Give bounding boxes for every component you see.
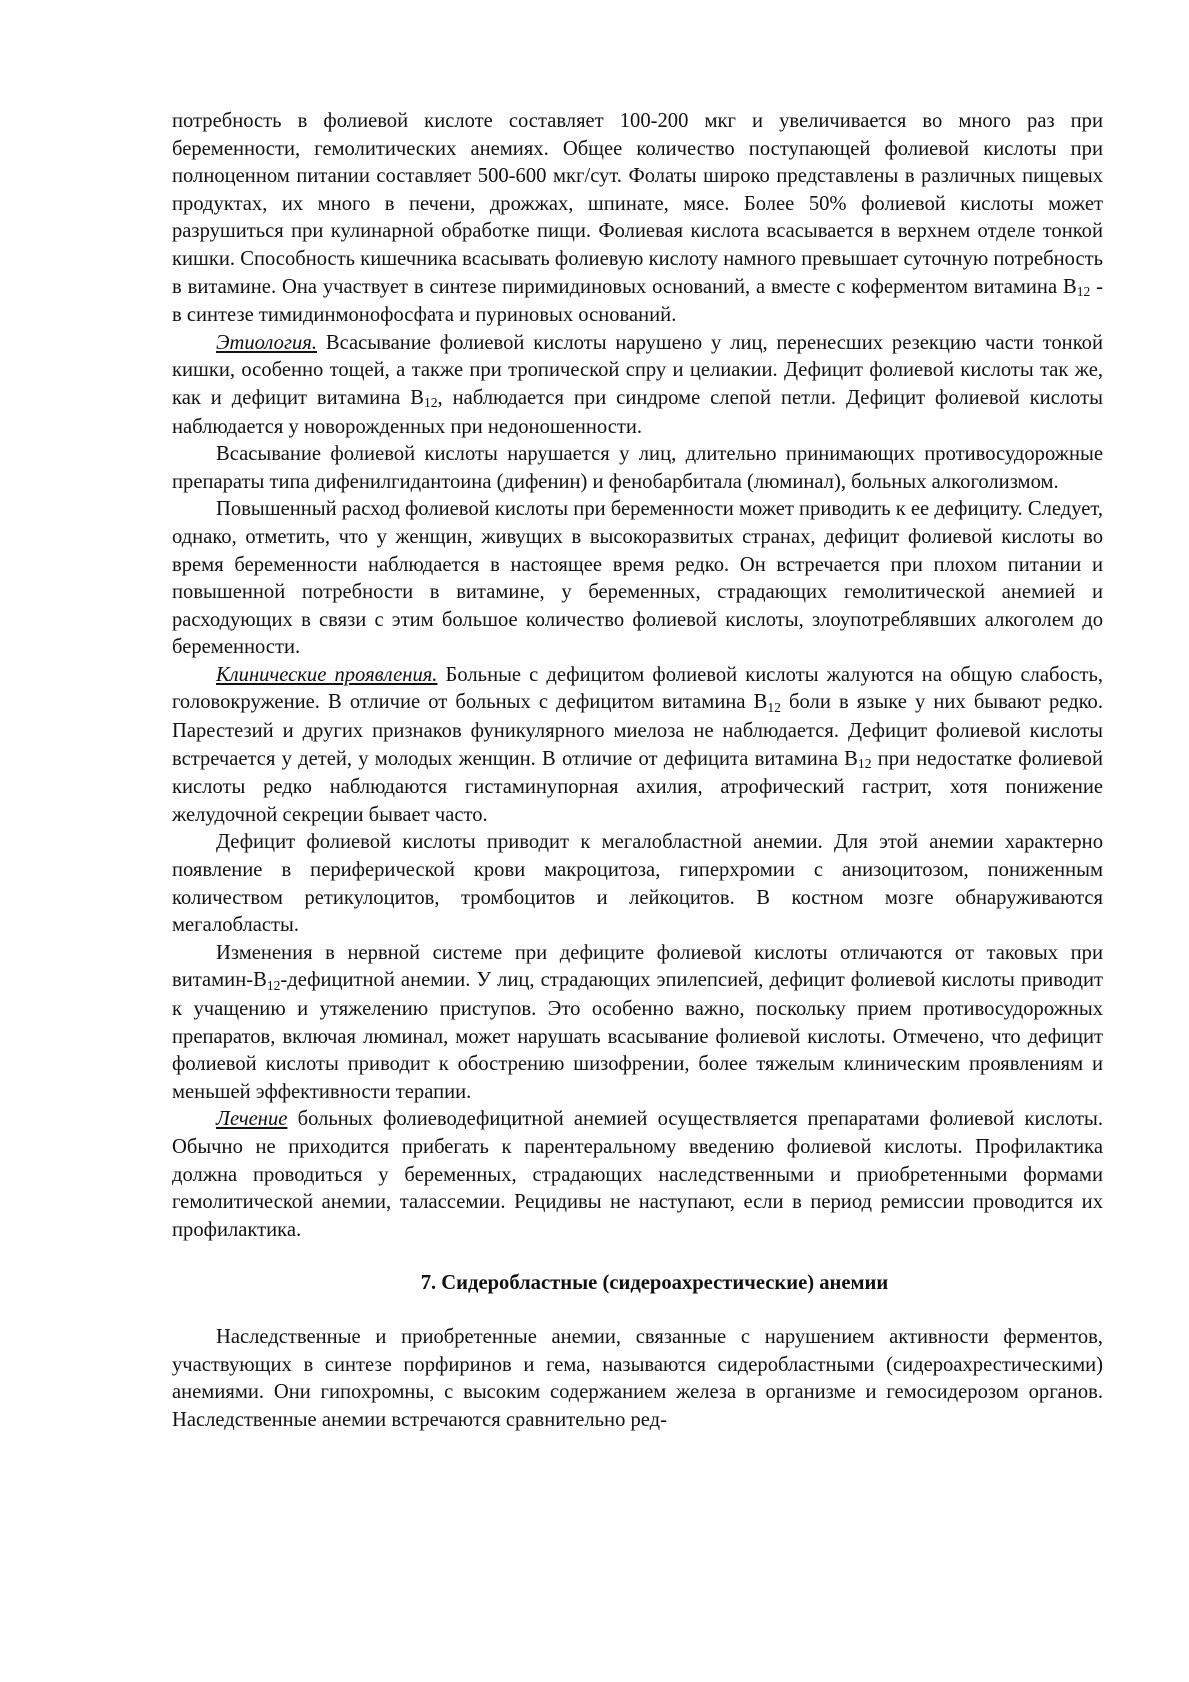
text-run: Всасывание фолиевой кислоты нарушается у лиц, длительно принимающих противосудорожные препараты типа дифенилгидантоина (дифенин) и фенобарбитала (люминал), больных алкоголизмом. [172,443,1103,493]
subscript: 12 [423,395,438,411]
text-run: - в синтезе тимидинмонофосфата и пуриновых оснований. [172,275,1103,327]
text-run: Больные с дефицитом фолиевой кислоты жалуются на общую слабость, головокружение. В отличие от больных с дефицитом витамина В [172,663,1103,714]
text-run: -дефицитной анемии. У лиц, страдающих эпилепсией, дефицит фолиевой кислоты приводит к учащению и утяжелению приступов. Это особенно важно, поскольку прием противосудорожных препаратов, включая люминал, может нарушать всасывание фолиевой кислоты. Отмечено, что дефицит фолиевой кислоты приводит к обострению шизофрении, более тяжелым клиническим проявлениям и меньшей эффективности терапии. [172,969,1103,1103]
text-run: при недостатке фолиевой кислоты редко наблюдаются гистаминупорная ахилия, атрофический гастрит, хотя понижение желудочной секреции бывает часто. [172,747,1103,826]
section-term: Этиология. [216,331,318,354]
paragraph [172,108,1103,330]
paragraph [172,330,1103,441]
text-run: , наблюдается при синдроме слепой петли. Дефицит фолиевой кислоты наблюдается у новорожденных при недоношенности. [172,386,1103,438]
text-run: больных фолиеводефицитной анемией осуществляется препаратами фолиевой кислоты. Обычно не приходится прибегать к парентеральному введению фолиевой кислоты. Профилактика должна проводиться у беременных, страдающих наследственными и приобретенными формами гемолитической анемии, талассемии. Рецидивы не наступают, если в период ремиссии проводится их профилактика. [172,1108,1103,1241]
text-run: Изменения в нервной системе при дефиците фолиевой кислоты отличаются от таковых при витамин-В [172,941,1103,992]
section-heading: 7. Сидеробластные (сидероахрестические) анемии [420,1272,889,1295]
section-term: Лечение [216,1108,288,1131]
subscript: 12 [767,699,781,715]
paragraph [172,496,1103,662]
text-run: Повышенный расход фолиевой кислоты при беременности может приводить к ее дефициту. Следует, однако, отметить, что у женщин, живущих в высокоразвитых странах, дефицит фолиевой кислоты во время беременности наблюдается в настоящее время редко. Он встречается при плохом питании и повышенной потребности в витамине, у беременных, страдающих гемолитической анемией и расходующих в связи с этим большое количество фолиевой кислоты, злоупотреблявших алкоголем до беременности. [172,498,1103,659]
paragraph [172,662,1103,830]
subscript: 12 [1076,283,1091,299]
paragraph [172,1324,1103,1434]
text-run: боли в языке у них бывают редко. Парестезий и других признаков фуникулярного миелоза не наблюдается. Дефицит фолиевой кислоты встречается у детей, у молодых женщин. В отличие от дефицита витамина В [172,691,1104,770]
text-run: потребность в фолиевой кислоте составляет 100-200 мкг и увеличивается во много раз при беременности, гемолитических анемиях. Общее количество поступающей фолиевой кислоты при полноценном питании составляет 500-600 мкг/сут. Фолаты широко представлены в различных пищевых продуктах, их много в печени, дрожжах, шпинате, мясе. Более 50% фолиевой кислоты может разрушиться при кулинарной обработке пищи. Фолиевая кислота всасывается в верхнем отделе тонкой кишки. Способность кишечника всасывать фолиевую кислоту намного превышает суточную потребность в витамине. Она участвует в синтезе пиримидиновых оснований, а вместе с коферментом витамина В [172,110,1103,298]
section-text [172,1324,1103,1434]
section-term: Клинические проявления. [216,663,438,686]
paragraph [172,1106,1103,1244]
text-run: Всасывание фолиевой кислоты нарушено у лиц, перенесших резекцию части тонкой кишки, особенно тощей, а также при тропической спру и целиакии. Дефицит фолиевой кислоты так же, как и дефицит витамина В [172,331,1103,409]
body-text [172,108,1103,1244]
paragraph [172,829,1103,939]
subscript: 12 [266,977,281,993]
paragraph [172,441,1103,496]
text-run: Дефицит фолиевой кислоты приводит к мегалобластной анемии. Для этой анемии характерно появление в периферической крови макроцитоза, гиперхромии с анизоцитозом, пониженным количеством ретикулоцитов, тромбоцитов и лейкоцитов. В костном мозге обнаруживаются мегалобласты. [172,831,1103,937]
paragraph [172,940,1103,1107]
subscript: 12 [857,756,872,772]
text-run: Наследственные и приобретенные анемии, связанные с нарушением активности ферментов, участвующих в синтезе порфиринов и гема, называются сидеробластными (сидероахрестическими) анемиями. Они гипохромны, с высоким содержанием железа в организме и гемосидерозом органов. Наследственные анемии встречаются сравнительно ред- [172,1325,1103,1431]
